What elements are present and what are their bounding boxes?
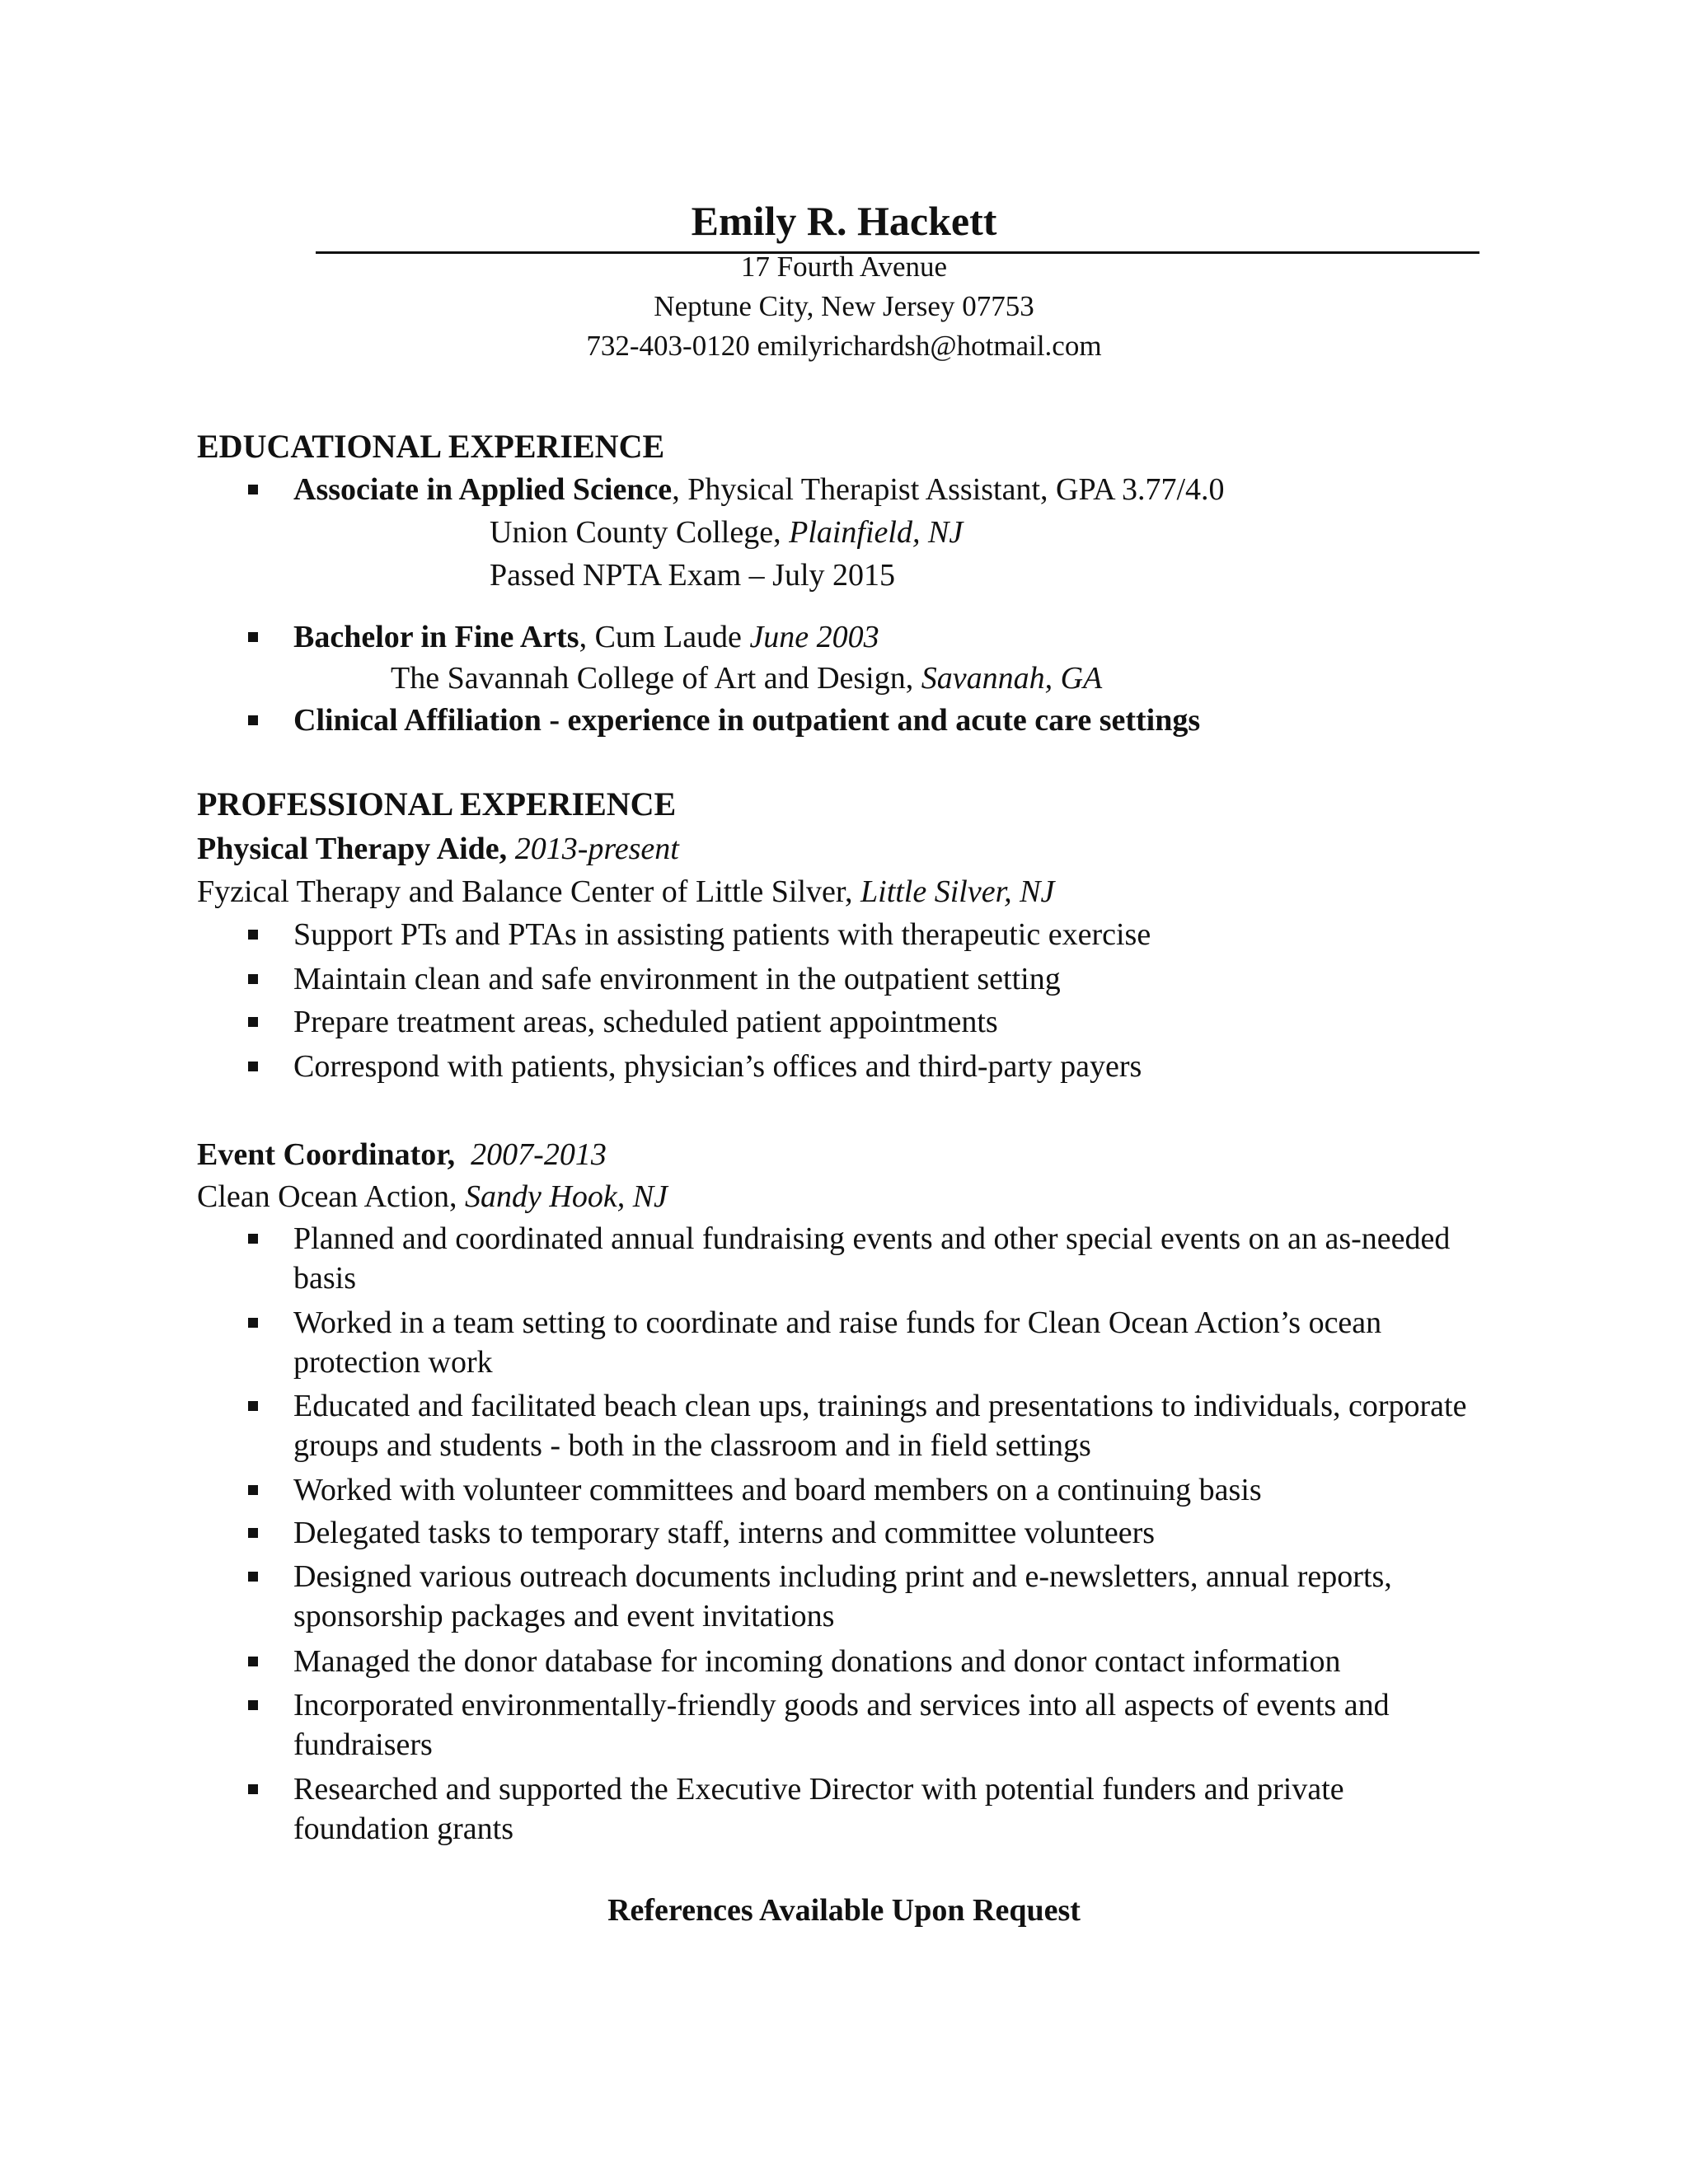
phone-email-line: 732-403-0120 emilyrichardsh@hotmail.com — [586, 330, 1102, 362]
bullet-icon — [248, 1401, 258, 1411]
job2-org-line — [197, 1177, 668, 1216]
bullet-icon — [248, 1572, 258, 1582]
bullet-icon — [248, 485, 258, 494]
list-item: Incorporated environmentally-friendly goods and services into all aspects of events and fundraisers — [293, 1688, 1390, 1762]
address-line-1: 17 Fourth Avenue — [740, 251, 948, 283]
aas-degree: Associate in Applied Science — [293, 472, 673, 507]
references-note: References Available Upon Request — [607, 1893, 1081, 1928]
aas-location: Plainfield, NJ — [789, 515, 964, 550]
bullet-icon — [248, 1234, 258, 1244]
list-item: Designed various outreach documents including print and e-newsletters, annual reports, sponsorship packages and event invitations — [293, 1559, 1392, 1633]
candidate-name: Emily R. Hackett — [691, 198, 997, 244]
bfa-location: Savannah, GA — [921, 661, 1103, 696]
bfa-degree: Bachelor in Fine Arts — [293, 620, 579, 654]
list-item: Researched and supported the Executive Director with potential funders and private foundation grants — [293, 1772, 1344, 1846]
bullet-icon — [248, 974, 258, 984]
education-heading: EDUCATIONAL EXPERIENCE — [197, 428, 665, 465]
bullet-icon — [248, 1017, 258, 1027]
job2-title: Event Coordinator, — [197, 1137, 456, 1172]
list-item: Support PTs and PTAs in assisting patients with therapeutic exercise — [293, 917, 1151, 952]
list-item: Planned and coordinated annual fundraising events and other special events on an as-needed basis — [293, 1221, 1451, 1296]
list-item: Correspond with patients, physician’s offices and third-party payers — [293, 1049, 1142, 1084]
bullet-icon — [248, 1318, 258, 1328]
list-item: Educated and facilitated beach clean ups, trainings and presentations to individuals, corporate groups and students - both in the classroom and in field settings — [293, 1389, 1467, 1463]
bfa-school: The Savannah College of Art and Design, — [391, 661, 921, 696]
bullet-icon — [248, 1485, 258, 1495]
bullet-icon — [248, 930, 258, 940]
bullet-icon — [248, 1700, 258, 1710]
list-item: Worked with volunteer committees and board members on a continuing basis — [293, 1473, 1262, 1507]
address-line-2: Neptune City, New Jersey 07753 — [654, 290, 1034, 322]
aas-school: Union County College, — [490, 515, 790, 550]
job1-dates: 2013-present — [514, 832, 679, 866]
job1-org-line — [197, 872, 1054, 912]
job2-dates: 2007-2013 — [471, 1137, 607, 1172]
list-item: Maintain clean and safe environment in the outpatient setting — [293, 962, 1061, 996]
job1-title: Physical Therapy Aide, — [197, 832, 508, 866]
clinical-affiliation: Clinical Affiliation - experience in outpatient and acute care settings — [293, 703, 1201, 738]
aas-line — [293, 470, 1225, 509]
aas-exam: Passed NPTA Exam – July 2015 — [490, 558, 896, 593]
list-item: Prepare treatment areas, scheduled patient appointments — [293, 1005, 998, 1039]
job1-location: Little Silver, NJ — [860, 874, 1055, 909]
bullet-icon — [248, 1528, 258, 1538]
job2-title-line — [197, 1135, 607, 1174]
job1-title-line — [197, 829, 679, 869]
bfa-honors: , Cum Laude — [579, 620, 750, 654]
bullet-icon — [248, 1062, 258, 1071]
job2-org: Clean Ocean Action, — [197, 1179, 466, 1214]
bfa-school-line — [391, 658, 1102, 698]
job2-location: Sandy Hook, NJ — [465, 1179, 668, 1214]
list-item: Worked in a team setting to coordinate and raise funds for Clean Ocean Action’s ocean protection work — [293, 1305, 1382, 1380]
professional-heading: PROFESSIONAL EXPERIENCE — [197, 785, 677, 823]
list-item: Managed the donor database for incoming donations and donor contact information — [293, 1644, 1341, 1679]
bullet-icon — [248, 1784, 258, 1794]
bullet-icon — [248, 1657, 258, 1666]
aas-school-line — [490, 513, 963, 552]
list-item: Delegated tasks to temporary staff, interns and committee volunteers — [293, 1516, 1156, 1550]
bfa-line — [293, 617, 879, 657]
aas-details: , Physical Therapist Assistant, GPA 3.77/4.0 — [672, 472, 1225, 507]
job1-org: Fyzical Therapy and Balance Center of Little Silver, — [197, 874, 860, 909]
bullet-icon — [248, 715, 258, 725]
bullet-icon — [248, 632, 258, 642]
bfa-date: June 2003 — [749, 620, 879, 654]
